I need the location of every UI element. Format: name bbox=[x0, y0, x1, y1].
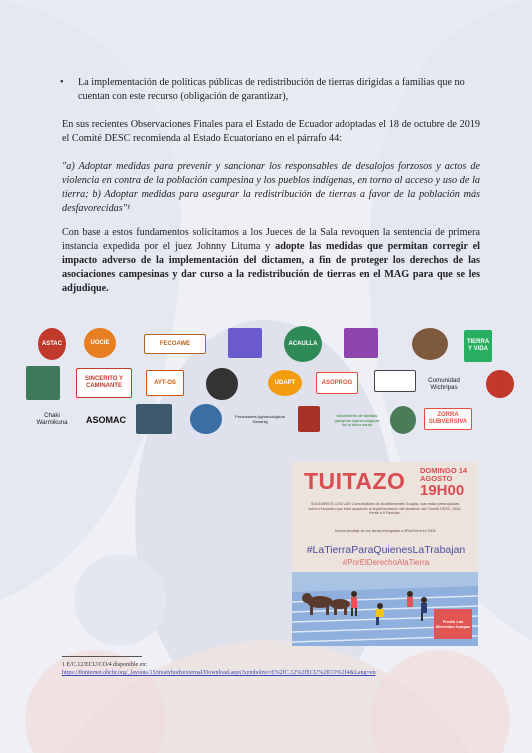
chaki-warmikuna-logo-label: Chaki Warmikuna bbox=[36, 411, 68, 426]
udapt-logo-label: UDAPT bbox=[274, 379, 296, 386]
poster-hashtag-secondary: #PorElDerechoAlaTierra bbox=[342, 558, 430, 567]
red-logo bbox=[298, 406, 320, 432]
tierra-vida-logo bbox=[464, 330, 492, 362]
tuitazo-poster bbox=[292, 462, 478, 646]
movimiento-logo bbox=[332, 404, 382, 438]
astac-logo-label: ASTAC bbox=[41, 340, 63, 347]
request-plain-text: Con base a estos fundamentos solicitamos a los Jueces de la Sala revoquen la sentencia de primera instancia expedida por el juez Johnny Lituma y bbox=[62, 227, 480, 252]
zorra-subversiva-logo-label: ZORRA SUBVERSIVA bbox=[428, 412, 468, 425]
paragraph-request bbox=[62, 226, 480, 296]
comunidad-wichripas-logo-label: Comunidad Wichripas bbox=[428, 376, 460, 391]
sincerito-logo-label: SINCERITO Y CAMINANTE bbox=[84, 376, 124, 389]
udapt-logo bbox=[268, 370, 302, 396]
chaki-warmikuna-logo bbox=[32, 408, 72, 430]
fecoawe-logo bbox=[144, 334, 206, 354]
asoprog-logo bbox=[316, 372, 358, 394]
poster-hashtag-primary: #LaTierraParaQuienesLaTrabajan bbox=[306, 544, 466, 556]
acaulla-logo-label: ACAULLA bbox=[288, 340, 318, 347]
poster-note: Somos decalaje de sus tierras entregadas a #PlanTierra en 2008 bbox=[334, 529, 436, 533]
footnote-rule bbox=[62, 656, 142, 657]
coop-logo-2 bbox=[344, 328, 378, 358]
coop-logo-1 bbox=[228, 328, 262, 358]
astac-logo bbox=[38, 328, 66, 360]
poster-body-text: SOLIDARIOS CON LAS Comunidades de #LasMercedes Guayas, que están preocupadas sobre el impacto que está causando la implementación del dictamen del Comité DESC, ONU, frente a 9 Familias. bbox=[308, 502, 462, 516]
fecoawe-logo-label: FECOAWE bbox=[159, 340, 191, 347]
paragraph-observations: En sus recientes Observaciones Finales para el Estado de Ecuador adoptadas el 18 de octubre de 2019 el Comité DESC recomienda al Estado Ecuatoriano en el párrafo 44: bbox=[62, 119, 480, 144]
quote-recommendation: "a) Adoptar medidas para prevenir y sancionar los responsables de desalojos forzosos y actos de violencia en contra de la población campesina y los pueblos indígenas, en torno al acceso y uso de la tierra; b) Adoptar medidas para asegurar la redistribución de tierras a favor de la población más desfavorecidas"¹ bbox=[62, 161, 480, 214]
productores-logo-label: Productores Agroecológicos Sinsanig bbox=[235, 414, 285, 424]
uocie-logo-label: UOCIE bbox=[90, 339, 110, 346]
poster-title: TUITAZO bbox=[304, 468, 406, 494]
bullet-item bbox=[60, 76, 480, 104]
tierra-vida-logo-label: TIERRA Y VIDA bbox=[466, 339, 490, 352]
bullet-dot: • bbox=[60, 77, 64, 88]
footnote-link[interactable]: https://tbinternet.ohchr.org/_layouts/15/treatybodyexternal/Download.aspx?symbolno=E%2fC.12%2fECU%2fCO%2f4&Lang=en bbox=[62, 670, 376, 676]
wiphala-logo bbox=[206, 368, 238, 400]
nature-logo bbox=[26, 366, 60, 400]
request-bold-text: adopte las medidas que permitan corregir el impacto adverso de la implementación del dictamen, a fin de proteger los derechos de las asociaciones campesinas y dar curso a la redistribución de tierras en el MAG para que se les adjudique. bbox=[62, 241, 480, 294]
round-logo bbox=[412, 328, 448, 360]
acaulla-logo bbox=[284, 326, 322, 362]
circle-logo bbox=[190, 404, 222, 434]
zorra-subversiva-logo bbox=[424, 408, 472, 430]
leaf-logo bbox=[390, 406, 416, 434]
bullet-text: La implementación de políticas públicas de redistribución de tierras dirigidas a familias que no cuentan con este recurso (obligación de garantizar), bbox=[78, 77, 465, 102]
aytas-logo-label: AYT-OS bbox=[154, 379, 176, 386]
hat-logo bbox=[374, 370, 416, 392]
movimiento-logo-label: Movimiento de familias granjeras Agroecológicas de la tierra santa bbox=[334, 413, 380, 428]
poster-date: DOMINGO 14 AGOSTO bbox=[420, 466, 468, 483]
uocie-logo bbox=[84, 328, 116, 358]
asomac-logo bbox=[84, 412, 128, 428]
footnote-text: 1 E/C.12/ECU/CO/4 disponible en: bbox=[62, 662, 147, 668]
poster-sign: Predio Las Mercedes Guayas bbox=[434, 609, 472, 639]
asoprog-logo-label: ASOPROG bbox=[321, 379, 353, 386]
landscape-logo bbox=[136, 404, 172, 434]
comunidad-wichripas-logo bbox=[422, 372, 466, 396]
clock-logo bbox=[486, 370, 514, 398]
asomac-logo-label: ASOMAC bbox=[86, 414, 126, 425]
productores-logo bbox=[232, 408, 288, 432]
sincerito-logo bbox=[76, 368, 132, 398]
poster-time: 19H00 bbox=[420, 482, 465, 499]
footnote bbox=[62, 661, 472, 677]
aytas-logo bbox=[146, 370, 184, 396]
